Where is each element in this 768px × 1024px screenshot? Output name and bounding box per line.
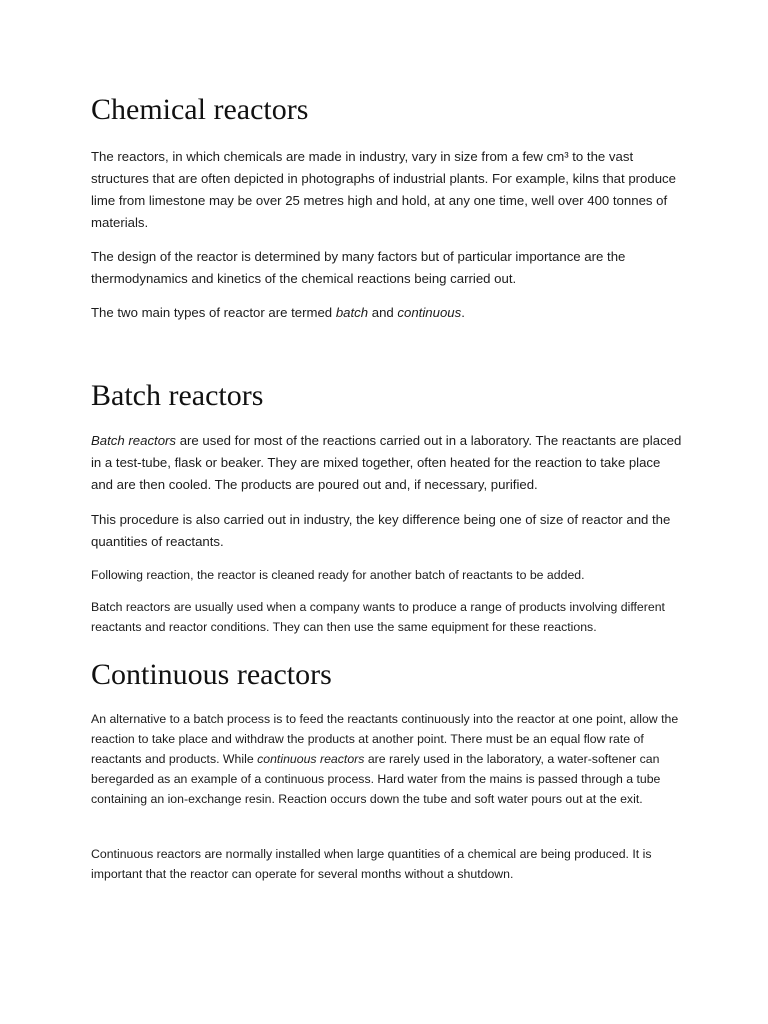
paragraph-batch-usage [91,597,683,637]
paragraph-continuous-usage [91,844,683,884]
paragraph-reactor-types [91,302,683,324]
paragraph-text: and [368,305,398,320]
paragraph-batch-cleaning [91,565,683,585]
paragraph-text: Following reaction, the reactor is cleaned ready for another batch of reactants to be added. [91,568,585,582]
paragraph-text: . [461,305,465,320]
emphasis-continuous-reactors: continuous reactors [257,752,365,766]
paragraph-text: Continuous reactors are normally installed when large quantities of a chemical are being produced. It is important that the reactor can operate for several months without a shutdown. [91,847,652,881]
paragraph-continuous-process [91,709,683,809]
paragraph-text: are rarely used in the laboratory, a water-softener can beregarded as an example of a continuous process. Hard water from the mains is passed through a tube containing an ion-exchange resin. Reaction occurs down the tube and soft water pours out at the exit. [91,752,661,806]
emphasis-continuous: continuous [397,305,462,320]
paragraph-text: are used for most of the reactions carried out in a laboratory. The reactants are placed in a test-tube, flask or beaker. They are mixed together, often heated for the reaction to take place and are then cooled. The products are poured out and, if necessary, purified. [91,433,682,492]
heading-chemical-reactors: Chemical reactors [91,93,309,126]
paragraph-batch-lab [91,430,683,496]
paragraph-text: The two main types of reactor are termed [91,305,336,320]
paragraph-text: This procedure is also carried out in industry, the key difference being one of size of reactor and the quantities of reactants. [91,512,671,549]
paragraph-reactor-design [91,246,683,290]
paragraph-text: An alternative to a batch process is to feed the reactants continuously into the reactor at one point, allow the reaction to take place and withdraw the products at another point. There must be an equal flow rate of reactants and products. While [91,712,679,766]
heading-batch-reactors: Batch reactors [91,379,264,412]
emphasis-batch-reactors: Batch reactors [91,433,177,448]
paragraph-reactor-sizes [91,146,683,234]
heading-continuous-reactors: Continuous reactors [91,658,332,691]
paragraph-text: The reactors, in which chemicals are made in industry, vary in size from a few cm³ to the vast structures that are often depicted in photographs of industrial plants. For example, kilns that produce lime from limestone may be over 25 metres high and hold, at any one time, well over 400 tonnes of materials. [91,149,676,230]
paragraph-text: Batch reactors are usually used when a company wants to produce a range of products involving different reactants and reactor conditions. They can then use the same equipment for these reactions. [91,600,665,634]
paragraph-batch-industry [91,509,683,553]
emphasis-batch: batch [335,305,369,320]
paragraph-text: The design of the reactor is determined by many factors but of particular importance are the thermodynamics and kinetics of the chemical reactions being carried out. [91,249,626,286]
